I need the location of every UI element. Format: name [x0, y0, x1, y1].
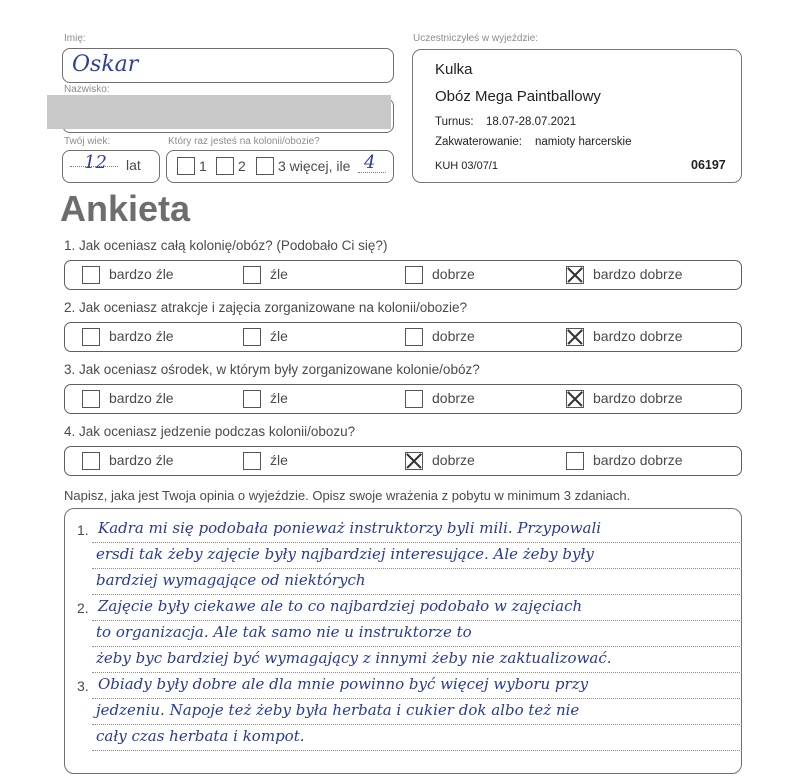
question-3-option-4-checkbox[interactable]	[566, 390, 584, 408]
writing-line	[92, 750, 742, 751]
stamp-accommodation-label: Zakwaterowanie:	[435, 136, 522, 148]
opinion-line-5: to organizacja. Ale tak samo nie u instruktorze to	[96, 623, 472, 641]
stamp-company: Kulka	[435, 61, 473, 78]
opinion-number-2: 2.	[77, 600, 89, 616]
question-3-option-3-checkbox[interactable]	[405, 390, 423, 408]
opinion-line-4: Zajęcie były ciekawe ale to co najbardziej podobało w zajęciach	[98, 597, 583, 615]
opinion-line-6: żeby byc bardziej być wymagający z innymi żeby nie zaktualizować.	[96, 649, 612, 667]
question-1-option-1-checkbox[interactable]	[82, 266, 100, 284]
name-label: Imię:	[64, 33, 86, 44]
question-4-option-4-checkbox[interactable]	[566, 452, 584, 470]
question-1-option-2-checkbox[interactable]	[243, 266, 261, 284]
stamp-code: KUH 03/07/1	[435, 160, 498, 172]
stamp-turnus-value: 18.07-28.07.2021	[486, 116, 577, 128]
question-1-option-3-checkbox[interactable]	[405, 266, 423, 284]
camp-count-label: Który raz jesteś na kolonii/obozie?	[168, 136, 320, 147]
opinion-line-2: ersdi tak żeby zajęcie były najbardziej interesujące. Ale żeby były	[96, 545, 594, 563]
question-1-option-1-label: bardzo źle	[109, 266, 174, 282]
question-4-option-1-checkbox[interactable]	[82, 452, 100, 470]
camp-count-1-checkbox[interactable]	[177, 157, 195, 175]
question-4-option-2-checkbox[interactable]	[243, 452, 261, 470]
question-3-option-1-label: bardzo źle	[109, 390, 174, 406]
age-unit: lat	[126, 157, 141, 173]
camp-count-value: 4	[364, 152, 376, 173]
question-4-option-1-label: bardzo źle	[109, 452, 174, 468]
opinion-line-1: Kadra mi się podobała ponieważ instruktorzy byli mili. Przypowali	[98, 519, 602, 537]
question-1-option-3-label: dobrze	[432, 266, 475, 282]
question-1-text: 1. Jak oceniasz całą kolonię/obóz? (Podobało Ci się?)	[64, 238, 388, 253]
opinion-prompt: Napisz, jaka jest Twoja opinia o wyjeździe. Opisz swoje wrażenia z pobytu w minimum 3 zdaniach.	[64, 488, 631, 503]
stamp-number: 06197	[691, 158, 726, 172]
writing-line	[92, 724, 742, 725]
writing-line	[92, 698, 742, 699]
question-1-option-4-label: bardzo dobrze	[593, 266, 683, 282]
question-2-option-3-label: dobrze	[432, 328, 475, 344]
writing-line	[92, 568, 742, 569]
opinion-number-1: 1.	[77, 522, 89, 538]
writing-line	[92, 542, 742, 543]
question-3-text: 3. Jak oceniasz ośrodek, w którym były zorganizowane kolonie/obóz?	[64, 362, 480, 377]
camp-stamp	[412, 49, 742, 183]
question-3-option-1-checkbox[interactable]	[82, 390, 100, 408]
survey-title: Ankieta	[60, 188, 191, 229]
age-value: 12	[84, 152, 107, 173]
camp-count-2-checkbox[interactable]	[216, 157, 234, 175]
stamp-accommodation-value: namioty harcerskie	[535, 136, 632, 148]
question-2-option-2-checkbox[interactable]	[243, 328, 261, 346]
question-2-option-1-label: bardzo źle	[109, 328, 174, 344]
question-2-option-4-label: bardzo dobrze	[593, 328, 683, 344]
question-4-option-4-label: bardzo dobrze	[593, 452, 683, 468]
question-3-option-2-label: źle	[270, 390, 288, 406]
question-1-option-4-checkbox[interactable]	[566, 266, 584, 284]
participant-label: Uczestniczyłeś w wyjeździe:	[413, 33, 539, 44]
question-4-option-2-label: źle	[270, 452, 288, 468]
camp-count-3-label: 3 więcej, ile	[278, 158, 351, 174]
writing-line	[92, 620, 742, 621]
redacted-surname	[47, 95, 391, 129]
question-4-option-3-checkbox[interactable]	[405, 452, 423, 470]
opinion-number-3: 3.	[77, 678, 89, 694]
question-1-option-2-label: źle	[270, 266, 288, 282]
question-3-option-3-label: dobrze	[432, 390, 475, 406]
question-4-text: 4. Jak oceniasz jedzenie podczas kolonii/obozu?	[64, 424, 356, 439]
writing-line	[92, 594, 742, 595]
camp-count-1-label: 1	[199, 158, 207, 174]
question-2-option-3-checkbox[interactable]	[405, 328, 423, 346]
question-2-option-2-label: źle	[270, 328, 288, 344]
surname-label: Nazwisko:	[64, 84, 110, 95]
opinion-line-9: cały czas herbata i kompot.	[96, 727, 305, 745]
question-2-text: 2. Jak oceniasz atrakcje i zajęcia zorganizowane na kolonii/obozie?	[64, 300, 467, 315]
age-label: Twój wiek:	[64, 136, 111, 147]
opinion-line-8: jedzeniu. Napoje też żeby była herbata i cukier dok albo też nie	[96, 701, 580, 719]
question-2-option-1-checkbox[interactable]	[82, 328, 100, 346]
writing-line	[92, 646, 742, 647]
stamp-turnus-label: Turnus:	[435, 116, 474, 128]
question-2-option-4-checkbox[interactable]	[566, 328, 584, 346]
stamp-camp-name: Obóz Mega Paintballowy	[435, 88, 601, 105]
name-value: Oskar	[72, 52, 139, 77]
question-4-option-3-label: dobrze	[432, 452, 475, 468]
question-3-option-2-checkbox[interactable]	[243, 390, 261, 408]
question-3-option-4-label: bardzo dobrze	[593, 390, 683, 406]
opinion-line-3: bardziej wymagające od niektórych	[96, 571, 366, 589]
writing-line	[92, 672, 742, 673]
camp-count-3-checkbox[interactable]	[256, 157, 274, 175]
camp-count-2-label: 2	[238, 158, 246, 174]
opinion-line-7: Obiady były dobre ale dla mnie powinno być więcej wyboru przy	[98, 675, 589, 693]
